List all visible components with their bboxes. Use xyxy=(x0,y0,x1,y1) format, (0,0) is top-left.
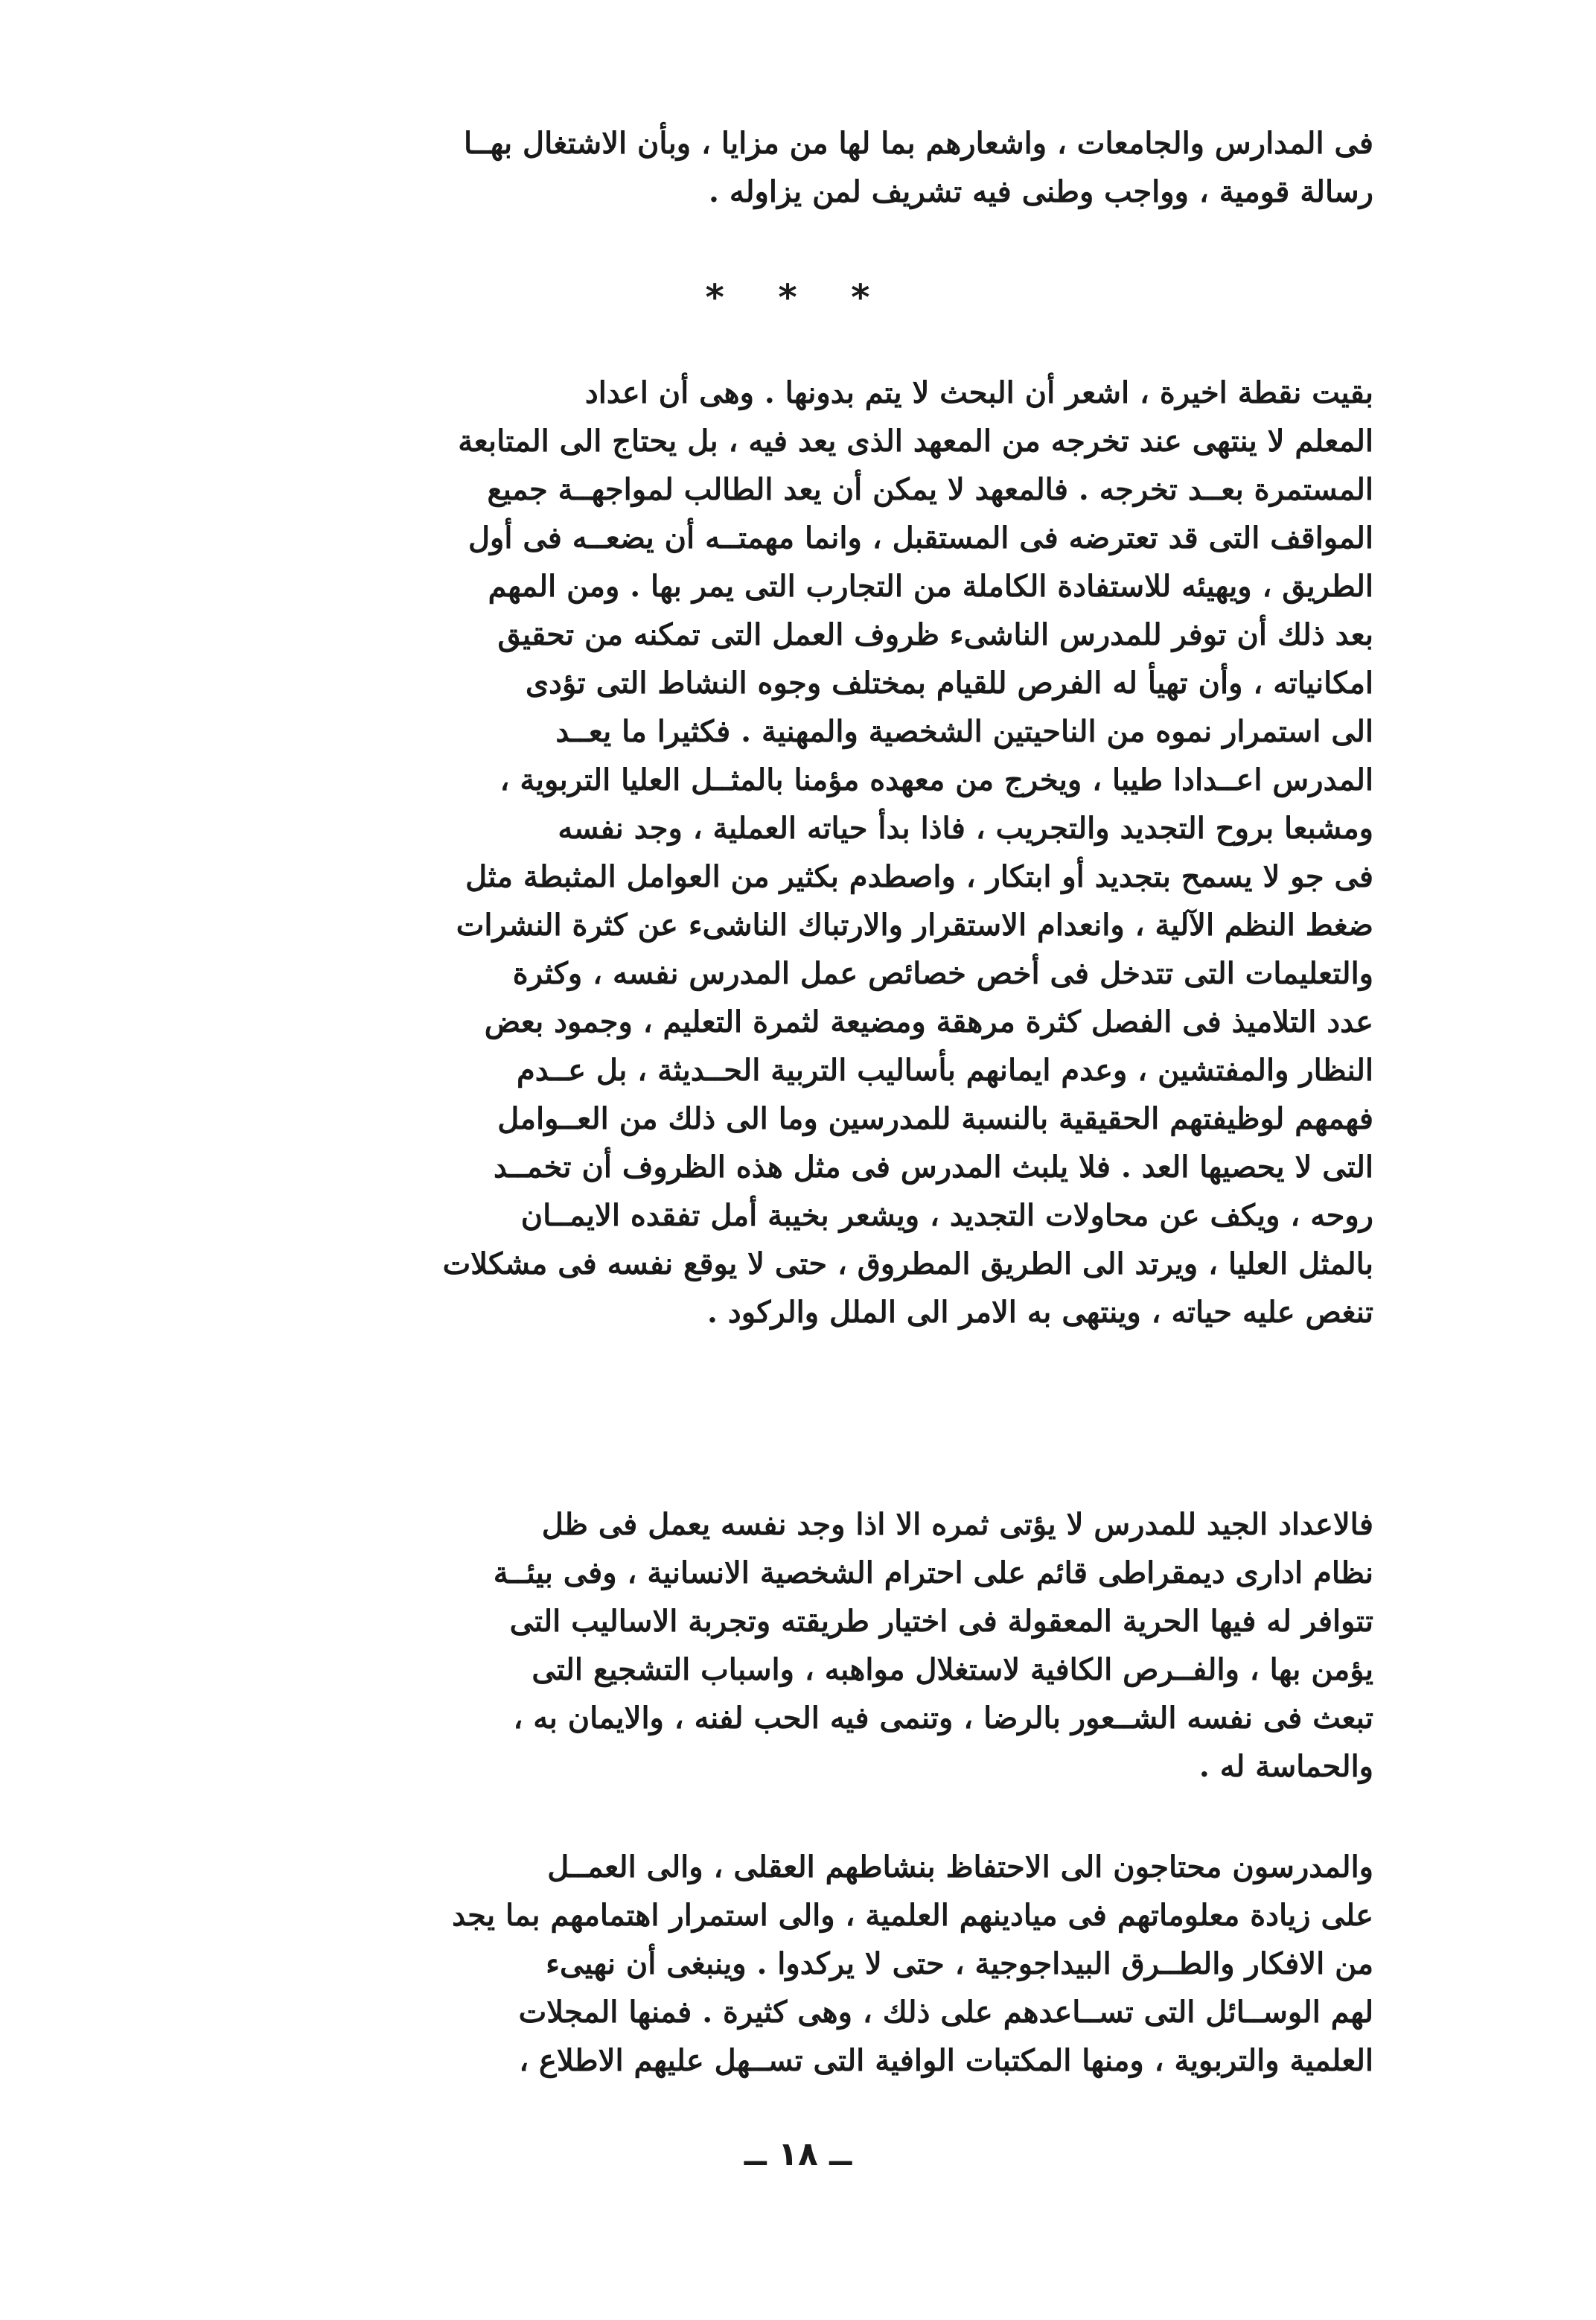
paragraph-line: المعلم لا ينتهى عند تخرجه من المعهد الذى يعد فيه ، بل يحتاج الى المتابعة xyxy=(458,424,1373,459)
paragraph-line: روحه ، ويكف عن محاولات التجديد ، ويشعر بخيبة أمل تفقده الايمــان xyxy=(520,1198,1373,1233)
page-number: ــ ١٨ ــ xyxy=(744,2135,852,2173)
paragraph-line: على زيادة معلوماتهم فى ميادينهم العلمية ، والى استمرار اهتمامهم بما يجد xyxy=(452,1898,1373,1933)
paragraph-line: التى لا يحصيها العد . فلا يلبث المدرس فى مثل هذه الظروف أن تخمــد xyxy=(494,1150,1373,1185)
paragraph-line: والحماسة له . xyxy=(1198,1749,1373,1784)
paragraph-line: المستمرة بعــد تخرجه . فالمعهد لا يمكن أن يعد الطالب لمواجهــة جميع xyxy=(487,472,1373,507)
paragraph-line: العلمية والتربوية ، ومنها المكتبات الوافية التى تســهل عليهم الاطلاع ، xyxy=(519,2043,1373,2078)
paragraph-line: المواقف التى قد تعترضه فى المستقبل ، وانما مهمتــه أن يضعــه فى أول xyxy=(467,520,1373,555)
paragraph-line: بعد ذلك أن توفر للمدرس الناشىء ظروف العمل التى تمكنه من تحقيق xyxy=(497,617,1373,652)
paragraph-line: والمدرسون محتاجون الى الاحتفاظ بنشاطهم العقلى ، والى العمــل xyxy=(547,1849,1373,1884)
paragraph-line: نظام ادارى ديمقراطى قائم على احترام الشخصية الانسانية ، وفى بيئــة xyxy=(493,1555,1373,1590)
paragraph-line: امكانياته ، وأن تهيأ له الفرص للقيام بمختلف وجوه النشاط التى تؤدى xyxy=(525,666,1373,701)
paragraph-line: الى استمرار نموه من الناحيتين الشخصية والمهنية . فكثيرا ما يعــد xyxy=(555,714,1373,749)
paragraph-line: ومشبعا بروح التجديد والتجريب ، فاذا بدأ حياته العملية ، وجد نفسه xyxy=(558,811,1373,846)
paragraph-line: تتوافر له فيها الحرية المعقولة فى اختيار طريقته وتجربة الاساليب التى xyxy=(509,1604,1373,1639)
paragraph-line: يؤمن بها ، والفــرص الكافية لاستغلال مواهبه ، واسباب التشجيع التى xyxy=(532,1652,1373,1687)
paragraph-line: لهم الوســائل التى تســاعدهم على ذلك ، وهى كثيرة . فمنها المجلات xyxy=(518,1995,1373,2030)
paragraph-line: والتعليمات التى تتدخل فى أخص خصائص عمل المدرس نفسه ، وكثرة xyxy=(512,956,1373,991)
paragraph-line: النظار والمفتشين ، وعدم ايمانهم بأساليب التربية الحــديثة ، بل عــدم xyxy=(516,1053,1373,1088)
section-divider: * * * xyxy=(705,277,891,319)
paragraph-2 xyxy=(227,1500,1373,1791)
paragraph-line: ضغط النظم الآلية ، وانعدام الاستقرار والارتباك الناشىء عن كثرة النشرات xyxy=(456,908,1373,943)
paragraph-line: فى المدارس والجامعات ، واشعارهم بما لها من مزايا ، وبأن الاشتغال بهــا xyxy=(463,126,1373,161)
paragraph-1 xyxy=(227,369,1373,1336)
paragraph-line: تنغص عليه حياته ، وينتهى به الامر الى الملل والركود . xyxy=(707,1295,1373,1330)
paragraph-line: من الافكار والطــرق البيداجوجية ، حتى لا يركدوا . وينبغى أن نهيىء xyxy=(546,1946,1373,1981)
paragraph-0 xyxy=(227,119,1373,216)
paragraph-line: عدد التلاميذ فى الفصل كثرة مرهقة ومضيعة لثمرة التعليم ، وجمود بعض xyxy=(484,1004,1373,1039)
paragraph-line: تبعث فى نفسه الشــعور بالرضا ، وتنمى فيه الحب لفنه ، والايمان به ، xyxy=(513,1701,1373,1736)
paragraph-3 xyxy=(227,1843,1373,2085)
paragraph-line: فى جو لا يسمح بتجديد أو ابتكار ، واصطدم بكثير من العوامل المثبطة مثل xyxy=(465,859,1373,894)
paragraph-line: رسالة قومية ، وواجب وطنى فيه تشريف لمن يزاوله . xyxy=(709,174,1373,209)
paragraph-line: فهمهم لوظيفتهم الحقيقية بالنسبة للمدرسين وما الى ذلك من العــوامل xyxy=(497,1101,1373,1136)
paragraph-line: الطريق ، ويهيئه للاستفادة الكاملة من التجارب التى يمر بها . ومن المهم xyxy=(488,569,1373,604)
paragraph-line: المدرس اعــدادا طيبا ، ويخرج من معهده مؤمنا بالمثــل العليا التربوية ، xyxy=(499,762,1373,797)
paragraph-line: بالمثل العليا ، ويرتد الى الطريق المطروق ، حتى لا يوقع نفسه فى مشكلات xyxy=(442,1246,1373,1281)
paragraph-line: فالاعداد الجيد للمدرس لا يؤتى ثمره الا اذا وجد نفسه يعمل فى ظل xyxy=(541,1507,1373,1542)
paragraph-line: بقيت نقطة اخيرة ، اشعر أن البحث لا يتم بدونها . وهى أن اعداد xyxy=(584,375,1373,410)
